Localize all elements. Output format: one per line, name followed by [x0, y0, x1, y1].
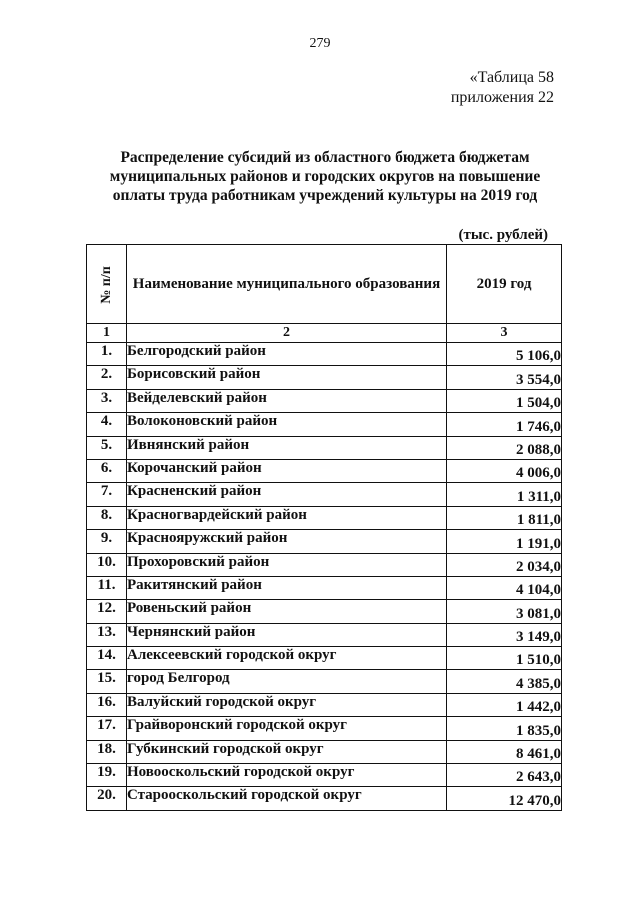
table-row [87, 647, 562, 670]
header-number [87, 245, 127, 324]
municipality-name: Краснояружский район [127, 530, 447, 553]
subsidy-amount: 1 442,0 [447, 693, 562, 716]
row-number: 3. [87, 389, 127, 412]
table-row [87, 787, 562, 810]
municipality-name: Вейделевский район [127, 389, 447, 412]
row-number: 18. [87, 740, 127, 763]
subsidy-amount: 1 835,0 [447, 717, 562, 740]
header-year: 2019 год [447, 245, 562, 324]
table-row [87, 343, 562, 366]
table-row [87, 764, 562, 787]
municipality-name: Красненский район [127, 483, 447, 506]
row-number: 14. [87, 647, 127, 670]
municipality-name: город Белгород [127, 670, 447, 693]
municipality-name: Чернянский район [127, 623, 447, 646]
document-title: Распределение субсидий из областного бюджета бюджетам муниципальных районов и городских округов на повышение оплаты труда работникам учреждений культуры на 2019 год [109, 149, 541, 204]
subsidy-amount: 12 470,0 [447, 787, 562, 810]
table-row [87, 530, 562, 553]
table-row [87, 693, 562, 716]
municipality-name: Волоконовский район [127, 413, 447, 436]
subsidy-amount: 2 034,0 [447, 553, 562, 576]
subsidy-amount: 3 149,0 [447, 623, 562, 646]
subsidy-amount: 1 191,0 [447, 530, 562, 553]
municipality-name: Прохоровский район [127, 553, 447, 576]
subsidy-amount: 2 643,0 [447, 764, 562, 787]
table-row [87, 459, 562, 482]
subsidy-amount: 1 504,0 [447, 389, 562, 412]
row-number: 5. [87, 436, 127, 459]
subsidy-amount: 1 311,0 [447, 483, 562, 506]
row-number: 16. [87, 693, 127, 716]
row-number: 4. [87, 413, 127, 436]
appendix-attachment-line: приложения 22 [450, 89, 554, 106]
municipality-name: Новооскольский городской округ [127, 764, 447, 787]
subsidy-amount: 1 510,0 [447, 647, 562, 670]
column-number: 2 [127, 324, 447, 343]
row-number: 11. [87, 576, 127, 599]
table-row [87, 483, 562, 506]
table-row [87, 670, 562, 693]
municipality-name: Алексеевский городской округ [127, 647, 447, 670]
header-number-label: № п/п [98, 265, 114, 304]
municipality-name: Ракитянский район [127, 576, 447, 599]
table-row [87, 576, 562, 599]
units-label: (тыс. рублей) [458, 227, 548, 243]
header-name: Наименование муниципального образования [127, 245, 447, 324]
subsidy-amount: 3 081,0 [447, 600, 562, 623]
row-number: 9. [87, 530, 127, 553]
municipality-name: Старооскольский городской округ [127, 787, 447, 810]
subsidy-amount: 3 554,0 [447, 366, 562, 389]
municipality-name: Борисовский район [127, 366, 447, 389]
subsidy-amount: 4 006,0 [447, 459, 562, 482]
table-row [87, 553, 562, 576]
municipality-name: Корочанский район [127, 459, 447, 482]
table-row [87, 366, 562, 389]
row-number: 7. [87, 483, 127, 506]
row-number: 10. [87, 553, 127, 576]
subsidy-amount: 1 746,0 [447, 413, 562, 436]
subsidy-amount: 1 811,0 [447, 506, 562, 529]
row-number: 17. [87, 717, 127, 740]
column-numbers-row [87, 324, 562, 343]
row-number: 20. [87, 787, 127, 810]
row-number: 2. [87, 366, 127, 389]
table-row [87, 740, 562, 763]
table-row [87, 413, 562, 436]
row-number: 12. [87, 600, 127, 623]
table-header-row [87, 245, 562, 324]
subsidy-amount: 4 104,0 [447, 576, 562, 599]
subsidy-amount: 8 461,0 [447, 740, 562, 763]
municipality-name: Белгородский район [127, 343, 447, 366]
municipality-name: Губкинский городской округ [127, 740, 447, 763]
column-number: 3 [447, 324, 562, 343]
table-body [87, 343, 562, 811]
column-number: 1 [87, 324, 127, 343]
subsidy-amount: 2 088,0 [447, 436, 562, 459]
municipality-name: Красногвардейский район [127, 506, 447, 529]
row-number: 6. [87, 459, 127, 482]
row-number: 8. [87, 506, 127, 529]
municipality-name: Валуйский городской округ [127, 693, 447, 716]
municipality-name: Ровеньский район [127, 600, 447, 623]
table-row [87, 506, 562, 529]
row-number: 13. [87, 623, 127, 646]
municipality-name: Ивнянский район [127, 436, 447, 459]
subsidy-table [86, 244, 562, 811]
row-number: 1. [87, 343, 127, 366]
subsidy-amount: 4 385,0 [447, 670, 562, 693]
table-row [87, 436, 562, 459]
table-row [87, 623, 562, 646]
subsidy-amount: 5 106,0 [447, 343, 562, 366]
appendix-table-line: «Таблица 58 [469, 69, 554, 86]
table-row [87, 600, 562, 623]
row-number: 15. [87, 670, 127, 693]
appendix-reference [451, 68, 554, 108]
table-row [87, 717, 562, 740]
page-number: 279 [309, 36, 331, 51]
row-number: 19. [87, 764, 127, 787]
municipality-name: Грайворонский городской округ [127, 717, 447, 740]
table-row [87, 389, 562, 412]
